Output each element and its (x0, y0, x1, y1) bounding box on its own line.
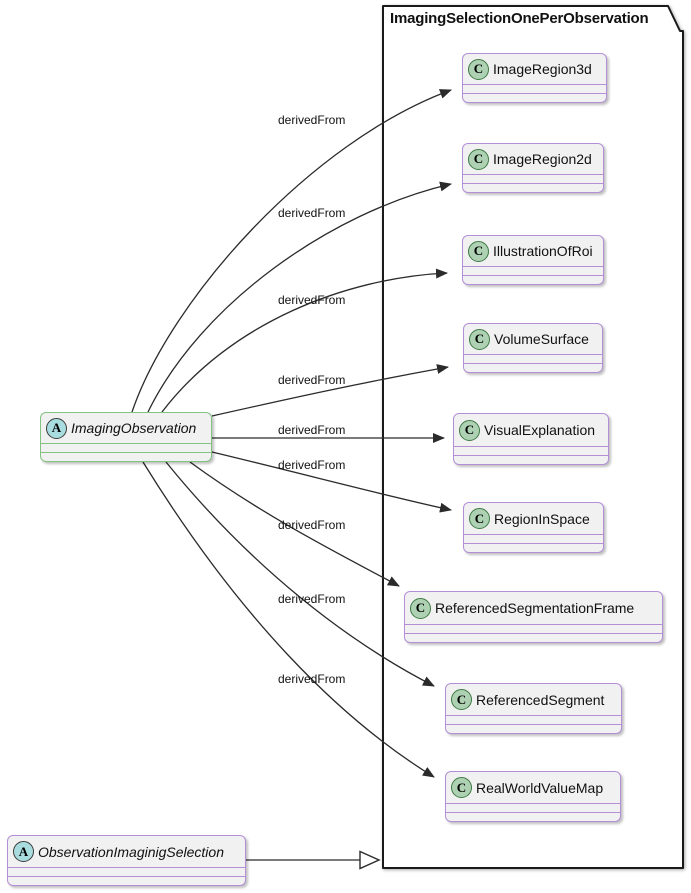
attributes-compartment (446, 715, 621, 724)
methods-compartment (463, 93, 606, 102)
attributes-compartment (405, 624, 662, 633)
methods-compartment (446, 724, 621, 733)
class-box-RealWorldValueMap (445, 771, 621, 822)
class-name: IllustrationOfRoi (493, 243, 593, 259)
class-name: ReferencedSegmentationFrame (435, 600, 635, 616)
class-box-VolumeSurface (463, 323, 603, 373)
relationship-label-RegionInSpace: derivedFrom (278, 458, 346, 472)
class-title-compartment (41, 413, 211, 443)
methods-compartment (463, 275, 603, 284)
class-stereotype-icon: C (468, 241, 489, 262)
class-title-compartment (464, 324, 602, 354)
class-box-ImagingObservation (40, 412, 212, 462)
relationship-label-ImageRegion3d: derivedFrom (278, 113, 346, 127)
class-name: ImageRegion2d (493, 151, 592, 167)
class-title-compartment (8, 836, 245, 867)
methods-compartment (8, 876, 245, 885)
relationship-label-IllustrationOfRoi: derivedFrom (278, 293, 346, 307)
abstract-stereotype-icon: A (13, 841, 34, 862)
methods-compartment (464, 543, 603, 552)
class-stereotype-icon: C (469, 508, 490, 529)
attributes-compartment (463, 266, 603, 275)
frame-title: ImagingSelectionOnePerObservation (390, 10, 649, 27)
methods-compartment (454, 455, 608, 464)
class-box-VisualExplanation (453, 413, 609, 465)
class-title-compartment (464, 503, 603, 534)
methods-compartment (464, 363, 602, 372)
class-box-ImageRegion2d (462, 143, 604, 193)
class-name: VisualExplanation (484, 422, 596, 438)
class-title-compartment (454, 414, 608, 446)
attributes-compartment (464, 354, 602, 363)
class-name: ObservationImaginigSelection (38, 843, 224, 860)
class-name: VolumeSurface (494, 331, 589, 347)
class-title-compartment (463, 236, 603, 266)
class-box-ImageRegion3d (462, 53, 607, 103)
class-name: RegionInSpace (494, 510, 590, 527)
relationship-label-ReferencedSegment: derivedFrom (278, 592, 346, 606)
attributes-compartment (464, 534, 603, 543)
class-title-compartment (405, 592, 662, 624)
class-name: RealWorldValueMap (476, 779, 604, 796)
class-stereotype-icon: C (410, 598, 431, 619)
attributes-compartment (463, 174, 603, 183)
methods-compartment (446, 812, 620, 821)
class-name: ImagingObservation (71, 420, 197, 436)
class-stereotype-icon: C (468, 149, 489, 170)
class-stereotype-icon: C (451, 689, 472, 710)
class-box-ReferencedSegment (445, 683, 622, 734)
class-title-compartment (446, 684, 621, 715)
methods-compartment (41, 452, 211, 461)
relationship-label-VolumeSurface: derivedFrom (278, 373, 346, 387)
class-box-ObservationImaginigSelection (7, 835, 246, 886)
class-title-compartment (463, 54, 606, 84)
class-title-compartment (463, 144, 603, 174)
class-stereotype-icon: C (469, 329, 490, 350)
class-box-IllustrationOfRoi (462, 235, 604, 285)
class-stereotype-icon: C (451, 777, 472, 798)
class-box-RegionInSpace (463, 502, 604, 553)
methods-compartment (405, 633, 662, 642)
generalization-triangle-icon (360, 852, 379, 869)
attributes-compartment (454, 446, 608, 455)
class-stereotype-icon: C (468, 59, 489, 80)
relationship-label-ImageRegion2d: derivedFrom (278, 206, 346, 220)
relationship-label-RealWorldValueMap: derivedFrom (278, 672, 346, 686)
class-box-ReferencedSegmentationFrame (404, 591, 663, 643)
abstract-stereotype-icon: A (46, 418, 67, 439)
class-name: ReferencedSegment (476, 691, 605, 708)
attributes-compartment (446, 803, 620, 812)
relationship-label-ReferencedSegmentationFrame: derivedFrom (278, 518, 346, 532)
methods-compartment (463, 183, 603, 192)
class-name: ImageRegion3d (493, 61, 592, 77)
attributes-compartment (8, 867, 245, 876)
attributes-compartment (41, 443, 211, 452)
class-stereotype-icon: C (459, 420, 480, 441)
relationship-label-VisualExplanation: derivedFrom (278, 423, 346, 437)
attributes-compartment (463, 84, 606, 93)
class-title-compartment (446, 772, 620, 803)
